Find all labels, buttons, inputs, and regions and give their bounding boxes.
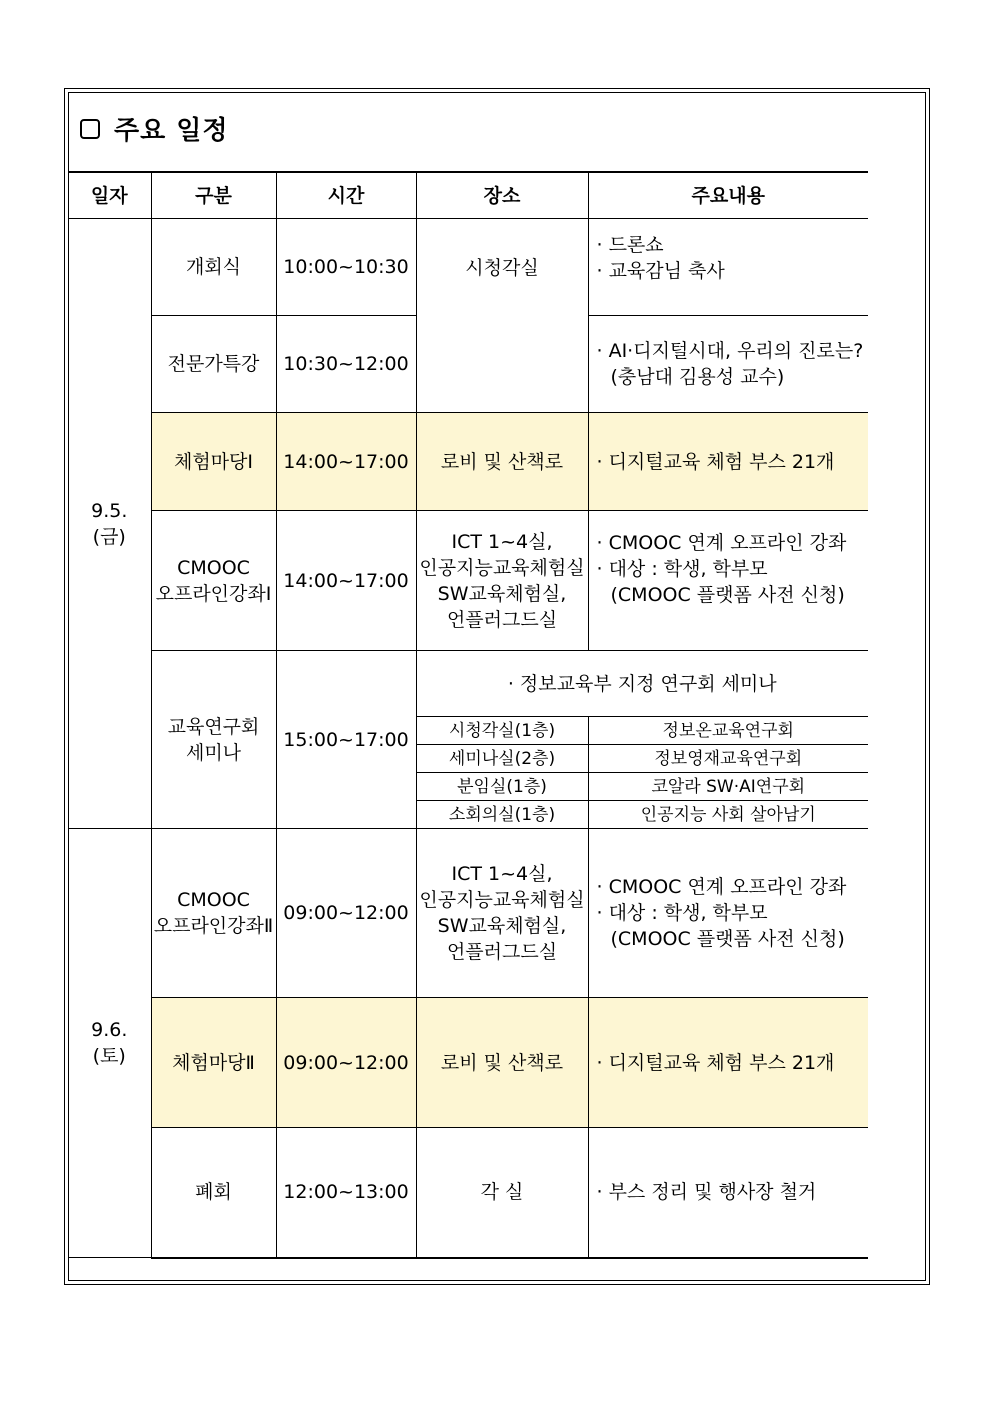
time-cell: 10:30~12:00 <box>276 316 416 413</box>
category-cell: 전문가특강 <box>151 316 276 413</box>
category-line: CMOOC <box>177 556 250 579</box>
table-row <box>68 219 868 316</box>
content-line: · 대상 : 학생, 학부모 <box>596 557 768 580</box>
place-line: 언플러그드실 <box>446 608 558 631</box>
header-time: 시간 <box>276 172 416 219</box>
group-cell: 정보온교육연구회 <box>588 717 868 745</box>
place-line: SW교육체험실, <box>437 582 567 605</box>
category-line: 오프라인강좌Ⅰ <box>155 582 272 605</box>
header-content: 주요내용 <box>588 172 868 219</box>
content-line: · 드론쇼 <box>596 234 664 256</box>
place-cell <box>416 829 588 998</box>
place-line: ICT 1~4실, <box>451 863 553 885</box>
room-cell: 세미나실(2층) <box>416 745 588 773</box>
category-cell: 개회식 <box>151 219 276 316</box>
weekday-text: (금) <box>92 525 126 548</box>
content-line: · 대상 : 학생, 학부모 <box>596 902 768 924</box>
place-line: ICT 1~4실, <box>451 530 553 553</box>
category-cell <box>151 829 276 998</box>
category-line: 오프라인강좌Ⅱ <box>153 915 274 937</box>
time-cell: 09:00~12:00 <box>276 829 416 998</box>
table-row <box>68 511 868 651</box>
table-row <box>68 1128 868 1258</box>
content-cell <box>588 219 868 316</box>
date-text: 9.5. <box>91 499 128 522</box>
category-cell: 체험마당Ⅰ <box>151 413 276 511</box>
place-line: SW교육체험실, <box>437 915 567 937</box>
content-cell: · 디지털교육 체험 부스 21개 <box>588 413 868 511</box>
place-line: 인공지능교육체험실 <box>419 889 585 911</box>
group-cell: 코알라 SW·AI연구회 <box>588 773 868 801</box>
content-line: (충남대 김용성 교수) <box>610 366 785 388</box>
seminar-note: · 정보교육부 지정 연구회 세미나 <box>416 651 868 717</box>
place-cell <box>416 511 588 651</box>
table-row <box>68 413 868 511</box>
content-cell <box>588 511 868 651</box>
table-row <box>68 651 868 717</box>
time-cell: 12:00~13:00 <box>276 1128 416 1258</box>
time-cell: 14:00~17:00 <box>276 511 416 651</box>
room-cell: 소회의실(1층) <box>416 801 588 829</box>
category-line: 교육연구회 <box>167 715 260 738</box>
place-cell: 로비 및 산책로 <box>416 998 588 1128</box>
content-cell <box>588 316 868 413</box>
content-line: (CMOOC 플랫폼 사전 신청) <box>610 583 845 606</box>
table-row <box>68 998 868 1128</box>
content-line: · CMOOC 연계 오프라인 강좌 <box>596 876 847 898</box>
content-line: · CMOOC 연계 오프라인 강좌 <box>596 531 847 554</box>
content-cell: · 부스 정리 및 행사장 철거 <box>588 1128 868 1258</box>
content-line: (CMOOC 플랫폼 사전 신청) <box>610 928 845 950</box>
table-row <box>68 829 868 998</box>
time-cell: 10:00~10:30 <box>276 219 416 316</box>
time-cell: 15:00~17:00 <box>276 651 416 829</box>
category-cell <box>151 651 276 829</box>
date-cell-day1 <box>68 219 151 829</box>
header-place: 장소 <box>416 172 588 219</box>
checkbox-icon <box>80 119 100 139</box>
category-line: 세미나 <box>185 741 242 764</box>
table-header-row <box>68 172 868 219</box>
date-cell-day2 <box>68 829 151 1258</box>
section-title <box>80 110 229 147</box>
date-text: 9.6. <box>91 1019 128 1041</box>
content-line: · AI·디지털시대, 우리의 진로는? <box>596 340 864 362</box>
schedule-table <box>68 171 868 1259</box>
category-cell: 폐회 <box>151 1128 276 1258</box>
place-cell: 로비 및 산책로 <box>416 413 588 511</box>
room-cell: 분임실(1층) <box>416 773 588 801</box>
category-cell <box>151 511 276 651</box>
content-line: · 교육감님 축사 <box>596 260 725 282</box>
group-cell: 정보영재교육연구회 <box>588 745 868 773</box>
group-cell: 인공지능 사회 살아남기 <box>588 801 868 829</box>
category-line: CMOOC <box>177 889 250 911</box>
weekday-text: (토) <box>92 1045 126 1067</box>
place-line: 언플러그드실 <box>446 941 558 963</box>
section-title-text: 주요 일정 <box>114 116 229 146</box>
header-date: 일자 <box>68 172 151 219</box>
place-cell: 시청각실 <box>416 219 588 413</box>
category-cell: 체험마당Ⅱ <box>151 998 276 1128</box>
content-cell <box>588 829 868 998</box>
time-cell: 14:00~17:00 <box>276 413 416 511</box>
time-cell: 09:00~12:00 <box>276 998 416 1128</box>
place-cell: 각 실 <box>416 1128 588 1258</box>
header-category: 구분 <box>151 172 276 219</box>
content-cell: · 디지털교육 체험 부스 21개 <box>588 998 868 1128</box>
place-line: 인공지능교육체험실 <box>419 556 585 579</box>
room-cell: 시청각실(1층) <box>416 717 588 745</box>
